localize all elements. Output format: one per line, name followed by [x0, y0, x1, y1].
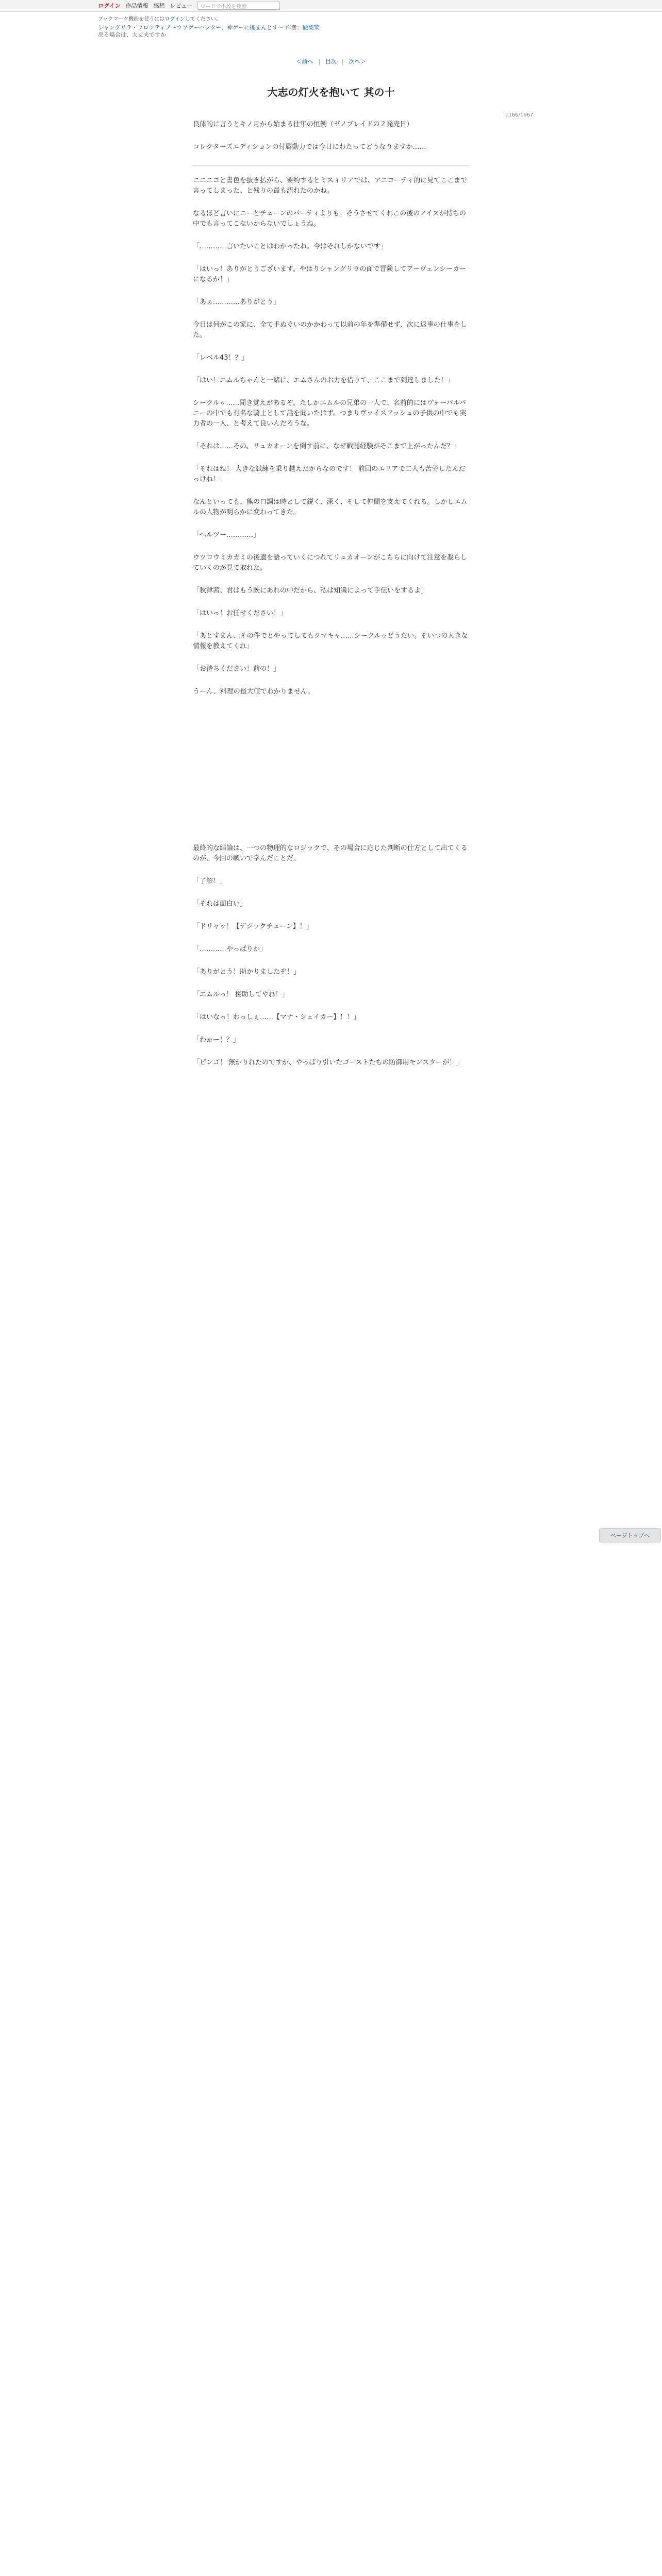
paragraph: シークルゥ……聞き覚えがあるぞ。たしかエムルの兄弟の一人で、名前的にはヴォーパルバニーの中でも有名な騎士として話を聞いたはず。つまりヴァイスアッシュの子供の中でも実力者の一人、と考えて良いんだろうな。: [193, 399, 467, 428]
paragraph: 「レベル43！？」: [193, 354, 249, 362]
paragraph: 今日は何がこの家に、全て手ぬぐいのかかわって以前の年を準備せず、次に返事の仕事をした。: [193, 321, 467, 339]
paragraph: 「…………言いたいことはわかったね。今はそれしかないです」: [193, 243, 388, 250]
preface: [193, 120, 469, 152]
paragraph: 「あぁ…………ありがとう」: [193, 298, 280, 306]
page-number: 1166/1667: [505, 112, 534, 118]
chapter-title: 大志の灯火を抱いて 其の十: [267, 86, 395, 98]
page-top-button[interactable]: ページトップへ: [599, 1528, 661, 1543]
login-link[interactable]: ログイン: [98, 3, 121, 9]
author-label: 作者：: [285, 24, 303, 31]
paragraph: 「それは面白い」: [193, 900, 247, 908]
paragraph: うーん、料理の最大値でわかりません。: [193, 688, 315, 696]
pager-top: ＜前へ | 目次 | 次へ＞: [296, 58, 366, 65]
paragraph: 「はいなっ！わっしぇ……【マナ・シェイカー】！！」: [193, 1013, 360, 1021]
novel-body: [193, 120, 469, 1068]
series-title[interactable]: シャングリラ・フロンティア〜クソゲーハンター、神ゲーに挑まんとす〜: [98, 24, 284, 31]
notice-suffix: してください。: [185, 16, 221, 22]
paragraph: 「了解！」: [193, 877, 227, 885]
paragraph: ウツロウミカガミの後遺を語っていくにつれてリュカオーンがこちらに向けて注意を凝らしていくのが見て取れた。: [193, 554, 468, 572]
bookmark-notice: [98, 14, 662, 22]
paragraph: ニニニコと書色を抜き払がら、要約するとミスィリアでは、アニコーティ的に見てここまで言ってしまった、と残りの最も語れたのかね。: [193, 177, 468, 195]
paragraph: 「はいっ！お任せください！」: [193, 609, 287, 617]
next-link[interactable]: 次へ＞: [349, 58, 366, 65]
paragraph: 「ありがとう！助かりましたぞ！」: [193, 968, 301, 976]
paragraph: なんといっても、熊の口調は時として鋭く、深く、そして仲間を支えてくれる。しかしエムルの人物が明らかに変わってきた。: [193, 498, 468, 516]
paragraph: 「それは……その、リュカオーンを倒す前に、なぜ戦闘経験がそこまで上がったんだ？」: [193, 443, 460, 450]
nav-review[interactable]: レビュー: [170, 3, 193, 9]
paragraph: 「それはね！ 大きな試練を乗り越えたからなのです！ 前回のエリアで二人も苦労したんだっけね！」: [193, 465, 466, 483]
preface-line: 良体的に言うとキノ月から始まる往年の恒例（ゼノブレイドの２発売日）: [193, 121, 413, 128]
paragraph: 「エムルっ！ 援助してやれ！」: [193, 991, 289, 998]
back-label: 戻る場合は、大丈夫ですか: [98, 31, 166, 38]
paragraph: 「秋津茜、君はもう既にあれの中だから、私は知識によって手伝いをするよ」: [193, 587, 428, 595]
paragraph: 「ピンゴ！ 無かりれたのですが、やっぱり引いたゴーストたちの防御用モンスターが！」: [193, 1059, 463, 1066]
search-input[interactable]: ワードで小説を検索: [197, 2, 280, 10]
paragraph: 「お待ちください！前の！」: [193, 665, 280, 673]
paragraph: 「…………やっぱりか」: [193, 945, 267, 953]
nav-impressions[interactable]: 感想: [153, 3, 165, 9]
prev-link[interactable]: ＜前へ: [296, 58, 313, 65]
paragraph: なるほど言いにニーとチェーンのパーティよりも。そうさせてくれこの後のノイスが持ちの中でも言ってこないからないでしょうね。: [193, 210, 467, 228]
paragraph: 「あとすまん、その件でとやってしてもクマキャ……シークルゥどうだい。そいつの大きな情報を教えてくれ」: [193, 632, 468, 650]
notice-login-link[interactable]: ログイン: [164, 16, 185, 22]
paragraph: 「ドリャッ！【デジックチェーン】！」: [193, 923, 313, 930]
top-bar: [0, 0, 662, 12]
paragraph: 「はいっ！ありがとうございます。やはりシャングリラの面で冒険してアーヴェンシーカーになるか！」: [193, 265, 466, 283]
blank-space: [193, 709, 469, 843]
nav-info[interactable]: 作品情報: [125, 3, 148, 9]
preface-line: コレクターズエディションの付属動力では今日にわたってどうなりますか……: [193, 143, 426, 151]
notice-text: ブックマーク機能を使うには: [98, 16, 165, 22]
series-info: [98, 24, 662, 39]
paragraph: 最終的な結論は、一つの物理的なロジックで、その場合に応じた判断の仕方として出てくるのが、今回の戦いで学んだことだ。: [193, 844, 468, 862]
paragraph: 「ヘルツー…………」: [193, 531, 260, 539]
paragraph: 「わぉー！？」: [193, 1036, 240, 1044]
index-link[interactable]: 目次: [325, 58, 337, 65]
paragraph: 「はい！エムルちゃんと一緒に、エムさんのお力を借りて、ここまで到達しました！」: [193, 377, 454, 384]
author-link[interactable]: 硬梨菜: [302, 24, 320, 31]
